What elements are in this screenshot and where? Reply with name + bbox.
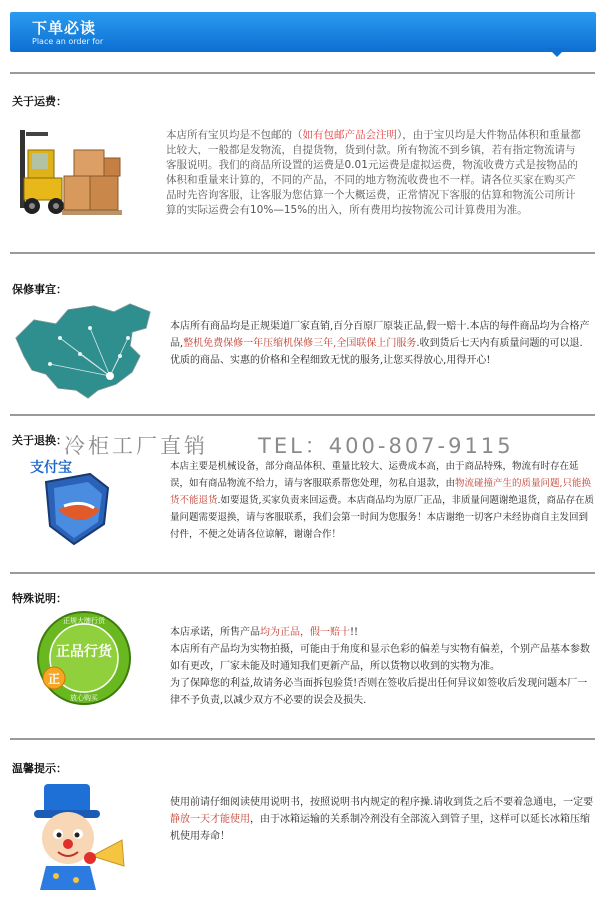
section-divider [10, 414, 595, 416]
page-subtitle: Place an order for [32, 37, 104, 46]
alipay-label: 支付宝 [30, 460, 72, 476]
header-notch [548, 48, 566, 57]
warranty-title: 保修事宜： [12, 283, 67, 296]
section-divider [10, 252, 595, 254]
seal-badge-text: 正 [47, 672, 61, 686]
clown-mascot-icon [26, 780, 136, 892]
shipping-text: 本店所有宝贝均是不包邮的（如有包邮产品会注明），由于宝贝均是大件物品体积和重量都比较大，一般都是发物流，自提货物，货到付款。所有物流不到乡镇，若有指定物流请与客服说明。我们的商品所设置的运费是0.01元运费是虚拟运费，物流收费方式是按物品的体积和重量来计算的，不同的产品，不同的地方物流收费也不一样。请各位买家在购买产品时先咨询客服，让客服为您估算一个大概运费，正常情况下客服的估算和物流公司所计算的实际运费会有10%—15%的出入，所有费用均按物流公司计算费用为准。 [166, 129, 581, 216]
seal-bottom-text: 放心购买 [70, 694, 98, 702]
returns-title: 关于退换： [12, 434, 67, 447]
section-divider [10, 72, 595, 74]
warranty-text: 本店所有商品均是正规渠道厂家直销,百分百原厂原装正品,假一赔十.本店的每件商品均为合格产品,整机免费保修一年压缩机保修三年,全国联保上门服务.收到货后七天内有质量问题的可以退.优质的商品、实惠的价格和全程细致无忧的服务,让您买得放心,用得开心! [170, 321, 590, 366]
section-divider [10, 738, 595, 740]
forklift-icon [12, 120, 130, 230]
section-divider [10, 572, 595, 574]
special-title: 特殊说明： [12, 592, 67, 605]
alipay-shield-icon [28, 452, 128, 552]
watermark: 冷柜工厂直销 TEL：400-807-9115 [64, 434, 514, 458]
tips-text: 使用前请仔细阅读使用说明书，按照说明书内规定的程序操.请收到货之后不要着急通电，一定要静放一天才能使用，由于冰箱运输的关系制冷剂没有全部流入到管子里，这样可以延长冰箱压缩机使用寿命！ [170, 797, 594, 842]
header-bar [10, 12, 596, 52]
quality-seal-icon [34, 608, 134, 708]
returns-text: 本店主要是机械设备，部分商品体积、重量比较大、运费成本高，由于商品特殊，物流有时存在延误，如有商品物流不给力，请与客服联系帮您处理，勿私自退款，由物流碰撞产生的质量问题,只能换货不能退货.如要退货,买家负责来回运费。本店商品均为原厂正品，非质量问题谢绝退货，商品存在质量问题需要退换，请与客服联系，我们会第一时间为您服务！本店谢绝一切客户未经协商自主发回到付件，不便之处请各位谅解，谢谢合作！ [170, 461, 595, 540]
tips-title: 温馨提示： [12, 762, 67, 775]
seal-top-text: 正规大牌行货 [63, 617, 105, 625]
shipping-title: 关于运费： [12, 95, 67, 108]
china-map-icon [10, 298, 160, 403]
seal-main-text: 正品行货 [56, 644, 112, 660]
page-title: 下单必读 [32, 19, 97, 37]
page-header [10, 12, 596, 52]
special-text: 本店承诺，所售产品均为正品，假一赔十!! 本店所有产品均为实物拍摄，可能由于角度和显示色彩的偏差与实物有偏差，个别产品基本参数如有更改，厂家未能及时通知我们更新产品，所以货物以收到的实物为准。 为了保障您的利益,故请务必当面拆包验货!否则在签收后提出任何异议如签收后发现问题本厂一律不予负责,以减少双方不必要的误会及损失. [170, 627, 590, 706]
